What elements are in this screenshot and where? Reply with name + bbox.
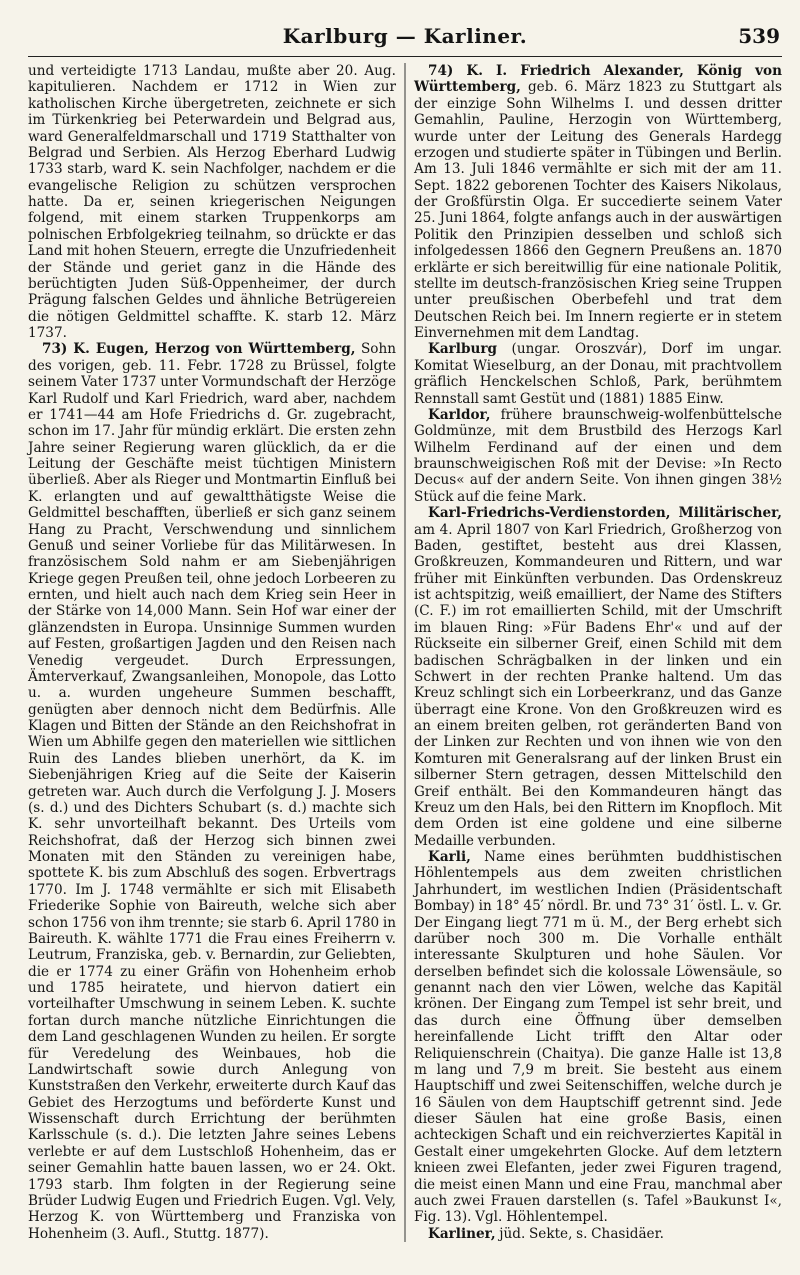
- entry-text: Sohn des vorigen, geb. 11. Febr. 1728 zu Brüssel, folgte seinem Vater 1737 unter Vormundschaft der Herzöge Karl Rudolf und Karl Friedrich, ward aber, nachdem er 1741—44 am Hofe Friedrichs d. Gr. zugebracht, schon im 17. Jahr für mündig erklärt. Die ersten zehn Jahre seiner Regierung waren glücklich, da er die Leitung der Geschäfte meist tüchtigen Ministern überließ. Aber als Rieger und Montmartin Einfluß bei K. erlangten und auf gewaltthätigste Weise die Geldmittel beschafften, überließ er sich ganz seinem Hang zu Pracht, Verschwendung und sinnlichem Genuß und seiner Vorliebe für das Militärwesen. In französischem Sold nahm er am Siebenjährigen Kriege gegen Preußen teil, ohne jedoch Lorbeeren zu ernten, und hielt auch nach dem Krieg sein Heer in der Stärke von 14,000 Mann. Sein Hof war einer der glänzendsten in Europa. Unsinnige Summen wurden auf Festen, großartigen Jagden und den Reisen nach Venedig vergeudet. Durch Erpressungen, Ämterverkauf, Zwangsanleihen, Monopole, das Lotto u. a. wurden ungeheure Summen beschafft, genügten aber dennoch nicht dem Bedürfnis. Alle Klagen und Bitten der Stände an den Reichshofrat in Wien um Abhilfe gegen den materiellen wie sittlichen Ruin des Landes blieben unerhört, da K. im Siebenjährigen Krieg auf die Seite der Kaiserin getreten war. Auch durch die Verfolgung J. J. Mosers (s. d.) und des Dichters Schubart (s. d.) machte sich K. sehr unvorteilhaft bekannt. Des Urteils vom Reichshofrat, daß der Herzog sich binnen zwei Monaten mit den Ständen zu vereinigen habe, spottete K. bis zum Abschluß des sogen. Erbvertrags 1770. Im J. 1748 vermählte er sich mit Elisabeth Friederike Sophie von Baireuth, welche sich aber schon 1756 von ihm trennte; sie starb 6. April 1780 in Baireuth. K. wählte 1771 die Frau eines Freiherrn v. Leutrum, Franziska, geb. v. Bernardin, zur Geliebten, die er 1774 zu einer Gräfin von Hohenheim erhob und 1785 heiratete, und hiervon datiert ein vorteilhafter Umschwung in seinem Leben. K. suchte fortan durch manche nützliche Einrichtungen die dem Land geschlagenen Wunden zu heilen. Er sorgte für Veredelung des Weinbaues, hob die Landwirtschaft sowie durch Anlegung von Kunststraßen den Verkehr, erweiterte durch Kauf das Gebiet des Herzogtums und beförderte Kunst und Wissenschaft durch Errichtung der berühmten Karlsschule (s. d.). Die letzten Jahre seines Lebens verlebte er auf dem Lustschloß Hohenheim, das er seiner Gemahlin hatte bauen lassen, wo er 24. Okt. 1793 starb. Ihm folgten in der Regierung seine Brüder Ludwig Eugen und Friedrich Eugen. Vgl. Vely, Herzog K. von Württemberg und Franziska von Hohenheim (3. Aufl., Stuttg. 1877).: [28, 341, 396, 1242]
- entry-text: Name eines berühmten buddhistischen Höhlentempels aus dem zweiten christlichen Jahrhundert, im westlichen Indien (Präsidentschaft Bombay) in 18° 45′ nördl. Br. und 73° 31′ östl. L. v. Gr. Der Eingang liegt 771 m ü. M., der Berg erhebt sich darüber noch 300 m. Die Vorhalle enthält interessante Skulpturen und hohe Säulen. Vor derselben befindet sich die kolossale Löwensäule, so genannt nach den vier Löwen, welche das Kapitäl krönen. Der Eingang zum Tempel ist sehr breit, und das durch eine Öffnung über demselben hereinfallende Licht trifft den Altar oder Reliquienschrein (Chaitya). Die ganze Halle ist 13,8 m lang und 7,9 m breit. Sie besteht aus einem Hauptschiff und zwei Seitenschiffen, welche durch je 16 Säulen von dem Hauptschiff getrennt sind. Jede dieser Säulen hat eine große Basis, einen achteckigen Schaft und ein reichverziertes Kapitäl in Gestalt einer umgekehrten Glocke. Auf dem letztern knieen zwei Elefanten, jeder zwei Figuren tragend, die meist einen Mann und eine Frau, manchmal aber auch zwei Frauen darstellen (s. Tafel »Baukunst I«, Fig. 13). Vgl. Höhlentempel.: [414, 849, 782, 1226]
- left-column: [28, 63, 396, 1242]
- entry-lemma: 73) K. Eugen, Herzog von Württemberg,: [42, 341, 356, 358]
- entry-lemma: Karlburg: [428, 341, 498, 358]
- entry-karliner: [414, 1226, 782, 1242]
- entry-karlburg: [414, 341, 782, 407]
- page-number: 539: [738, 24, 780, 48]
- entry-karl-eugen: [28, 341, 396, 1242]
- text-columns: [28, 63, 782, 1242]
- running-head: [28, 0, 782, 57]
- entry-karl-friedrichs-verdienstorden: [414, 505, 782, 849]
- entry-lemma: Karl-Friedrichs-Verdienstorden, Militärischer,: [428, 505, 782, 522]
- entry-continuation: [28, 63, 396, 341]
- right-column: [414, 63, 782, 1242]
- entry-karli: [414, 849, 782, 1226]
- entry-text: am 4. April 1807 von Karl Friedrich, Großherzog von Baden, gestiftet, besteht aus drei Klassen, Großkreuzen, Kommandeuren und Rittern, und war früher mit Einkünften verbunden. Das Ordenskreuz ist achtspitzig, weiß emailliert, der Name des Stifters (C. F.) im rot emaillierten Schild, mit der Umschrift im blauen Ring: »Für Badens Ehr'« und auf der Rückseite ein silberner Greif, einen Schild mit dem badischen Schrägbalken in der linken und ein Schwert in der rechten Pranke haltend. Um das Kreuz schlingt sich ein Lorbeerkranz, und das Ganze überragt eine Krone. Von den Großkreuzen wird es an einem breiten gelben, rot geränderten Band von der Linken zur Rechten und von ihnen wie von den Komturen mit Generalsrang auf der linken Brust ein silberner Stern getragen, dessen Mittelschild den Greif enthält. Bei den Kommandeuren hängt das Kreuz um den Hals, bei den Rittern im Knopfloch. Mit dem Orden ist eine goldene und eine silberne Medaille verbunden.: [414, 521, 782, 849]
- running-title: Karlburg — Karliner.: [282, 24, 528, 48]
- entry-karldor: [414, 407, 782, 505]
- entry-lemma: Karliner,: [428, 1225, 496, 1242]
- entry-lemma: 74) K. I. Friedrich Alexander, König von Württemberg,: [414, 63, 782, 96]
- entry-text: geb. 6. März 1823 zu Stuttgart als der einzige Sohn Wilhelms I. und dessen dritter Gemahlin, Pauline, Herzogin von Württemberg, wurde unter der Leitung des Generals Hardegg erzogen und studierte später in Tübingen und Berlin. Am 13. Juli 1846 vermählte er sich mit der am 11. Sept. 1822 geborenen Tochter des Kaisers Nikolaus, der Großfürstin Olga. Er succedierte seinem Vater 25. Juni 1864, folgte anfangs auch in der auswärtigen Politik den Prinzipien desselben und schloß sich infolgedessen 1866 den Gegnern Preußens an. 1870 erklärte er sich bereitwillig für eine nationale Politik, stellte im deutsch-französischen Krieg seine Truppen unter preußischen Oberbefehl und trat dem Deutschen Reich bei. Im Innern regierte er in stetem Einvernehmen mit dem Landtag.: [414, 79, 782, 341]
- entry-text: (ungar. Oroszvár), Dorf im ungar. Komitat Wieselburg, an der Donau, mit prachtvollem gräflich Henckelschen Schloß, Park, berühmtem Rennstall samt Gestüt und (1881) 1885 Einw.: [414, 341, 782, 407]
- entry-text: und verteidigte 1713 Landau, mußte aber 20. Aug. kapitulieren. Nachdem er 1712 in Wien zur katholischen Kirche übergetreten, zeichnete er sich im Türkenkrieg bei Peterwardein und Belgrad aus, ward Generalfeldmarschall und 1719 Statthalter von Belgrad und Serbien. Als Herzog Eberhard Ludwig 1733 starb, ward K. sein Nachfolger, nachdem er die evangelische Religion zu schützen versprochen hatte. Da er, seinen kriegerischen Neigungen folgend, mit einem starken Truppenkorps am polnischen Erbfolgekrieg teilnahm, so drückte er das Land mit hohen Steuern, erregte die Unzufriedenheit der Stände und geriet ganz in die Hände des berüchtigten Juden Süß-Oppenheimer, der durch Prägung falschen Geldes und ähnliche Betrügereien die nötigen Geldmittel schaffte. K. starb 12. März 1737.: [28, 63, 396, 341]
- entry-text: frühere braunschweig-wolfenbüttelsche Goldmünze, mit dem Brustbild des Herzogs Karl Wilhelm Ferdinand auf der einen und dem braunschweigischen Roß mit der Devise: »In Recto Decus« auf der andern Seite. Von ihnen gingen 38½ Stück auf die feine Mark.: [414, 406, 782, 505]
- entry-lemma: Karli,: [428, 849, 471, 865]
- entry-karl-friedrich-alexander: [414, 63, 782, 341]
- entry-text: jüd. Sekte, s. Chasidäer.: [495, 1225, 664, 1242]
- entry-lemma: Karldor,: [428, 406, 491, 423]
